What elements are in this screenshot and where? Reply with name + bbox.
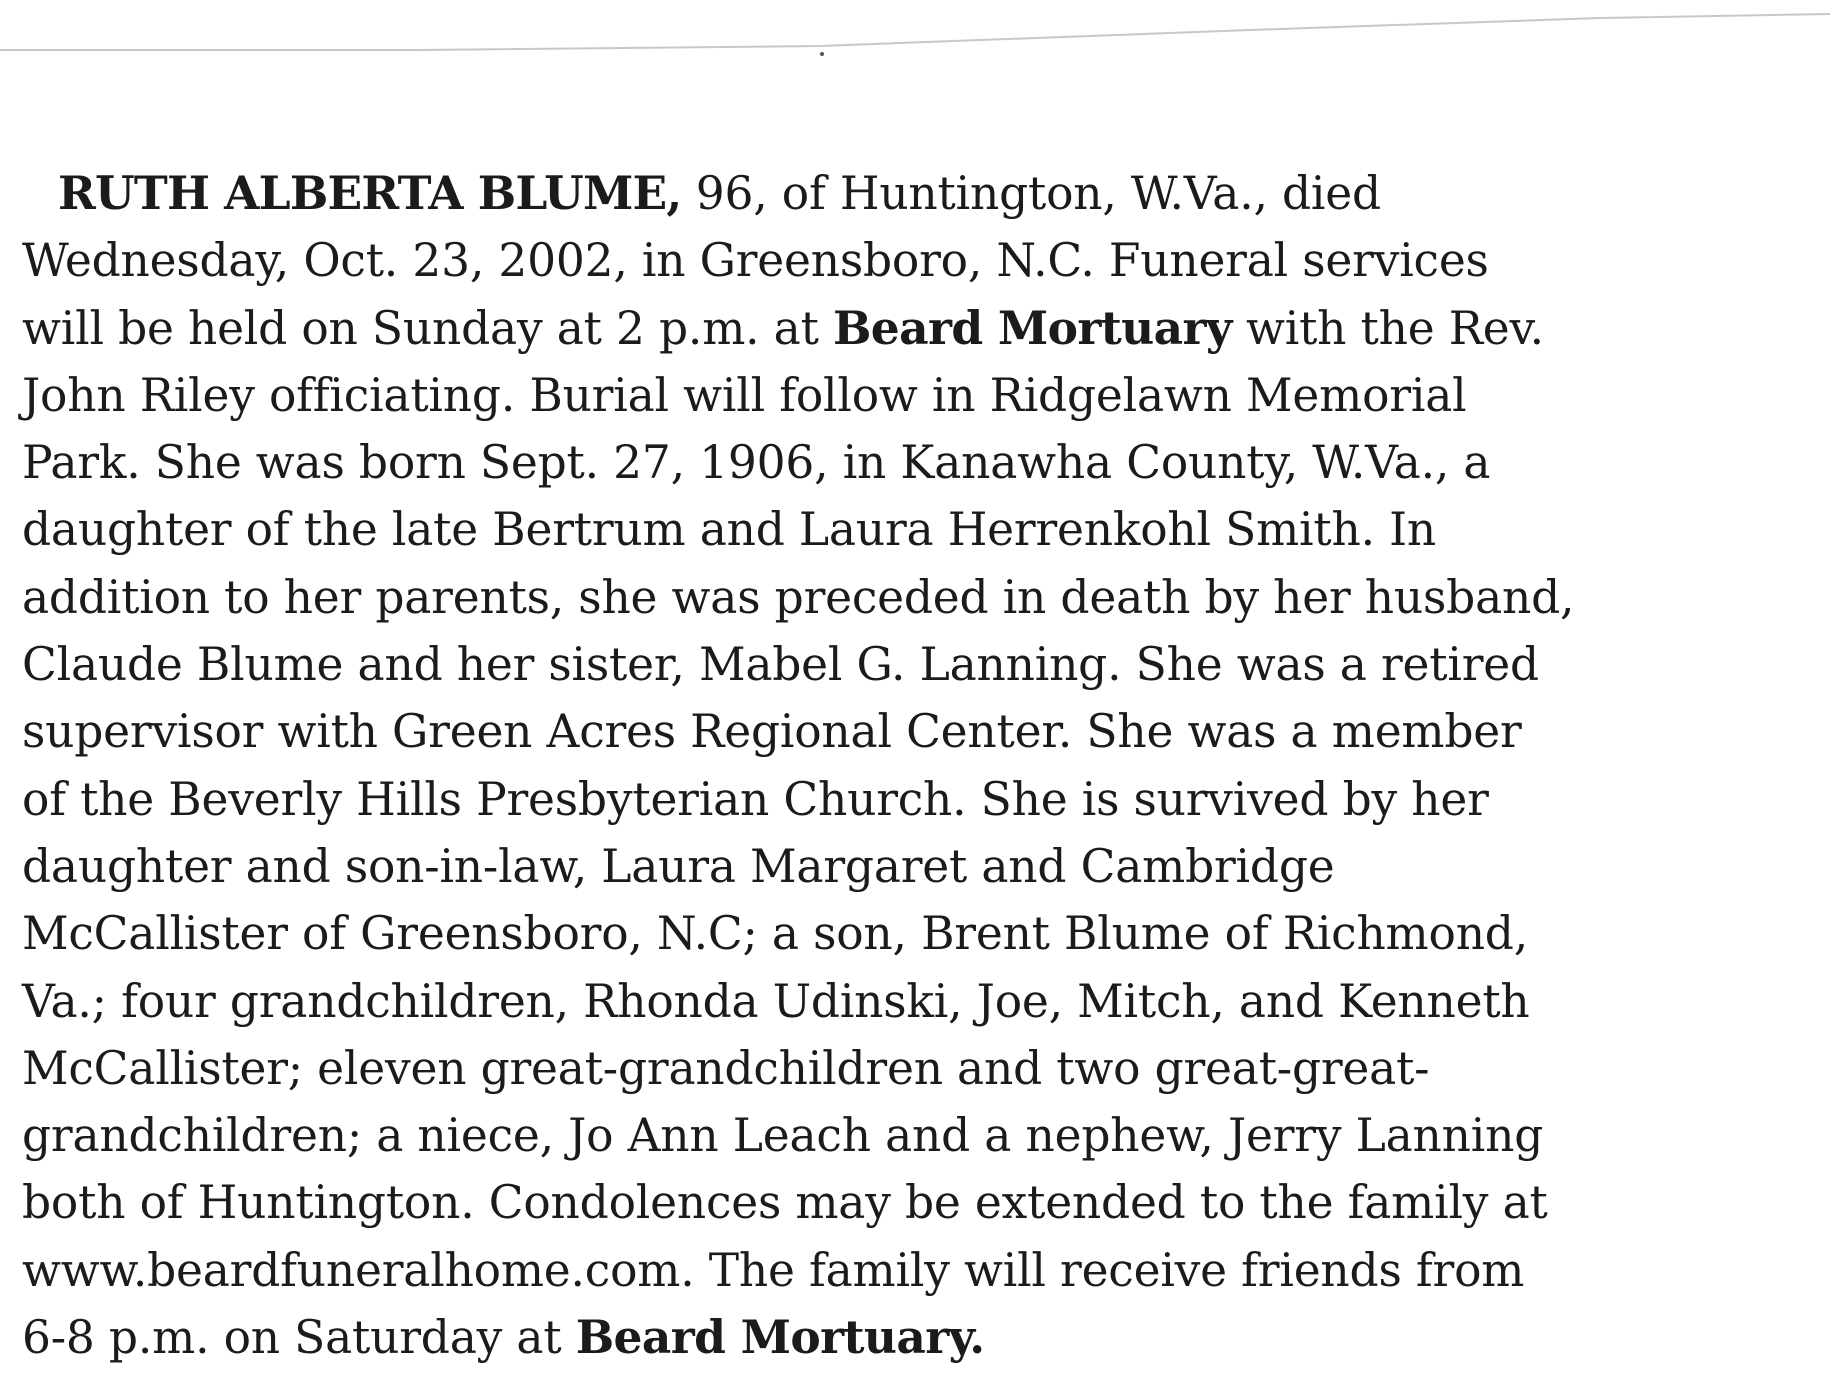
obituary-line-18 <box>22 1304 1662 1371</box>
obituary-line-9: supervisor with Green Acres Regional Center. She was a member <box>22 705 1522 759</box>
obituary-line-7: addition to her parents, she was preceded in death by her husband, <box>22 570 1575 624</box>
obituary-text: will be held on Sunday at 2 p.m. at <box>22 301 833 355</box>
deceased-name: RUTH ALBERTA BLUME, <box>58 166 682 220</box>
obituary-line-13: Va.; four grandchildren, Rhonda Udinski, Joe, Mitch, and Kenneth <box>22 974 1530 1028</box>
obituary-line-4: John Riley officiating. Burial will follow in Ridgelawn Memorial <box>22 368 1467 422</box>
obituary-text: with the Rev. <box>1231 301 1544 355</box>
scan-paper-edge <box>0 0 1830 70</box>
obituary-line-8: Claude Blume and her sister, Mabel G. Lanning. She was a retired <box>22 638 1539 692</box>
mortuary-name: Beard Mortuary <box>575 1310 970 1365</box>
obituary-clipping <box>22 160 1662 1371</box>
obituary-line-6: daughter of the late Bertrum and Laura Herrenkohl Smith. In <box>22 503 1436 557</box>
obituary-line-17: www.beardfuneralhome.com. The family will receive friends from <box>22 1243 1525 1297</box>
obituary-line-12: McCallister of Greensboro, N.C; a son, Brent Blume of Richmond, <box>22 907 1528 961</box>
mortuary-name: Beard Mortuary <box>832 300 1232 355</box>
obituary-line-14: McCallister; eleven great-grandchildren and two great-great- <box>22 1041 1430 1095</box>
obituary-text: . <box>969 1310 985 1365</box>
obituary-line-16: both of Huntington. Condolences may be extended to the family at <box>22 1176 1548 1230</box>
obituary-line-11: daughter and son-in-law, Laura Margaret and Cambridge <box>22 839 1335 893</box>
obituary-line-5: Park. She was born Sept. 27, 1906, in Kanawha County, W.Va., a <box>22 436 1491 490</box>
obituary-line-3 <box>22 295 1662 362</box>
obituary-line-2: Wednesday, Oct. 23, 2002, in Greensboro, N.C. Funeral services <box>22 234 1489 288</box>
obituary-line-10: of the Beverly Hills Presbyterian Church. She is survived by her <box>22 772 1489 826</box>
obituary-text: 6-8 p.m. on Saturday at <box>22 1311 576 1365</box>
obituary-line-1 <box>22 160 1662 227</box>
obituary-text: 96, of Huntington, W.Va., died <box>681 167 1381 220</box>
obituary-line-15: grandchildren; a niece, Jo Ann Leach and a nephew, Jerry Lanning <box>22 1109 1544 1163</box>
